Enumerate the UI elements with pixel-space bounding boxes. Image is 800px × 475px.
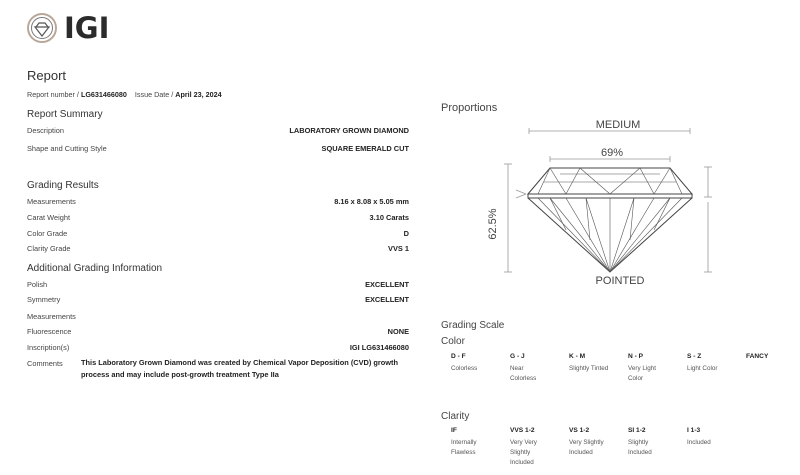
scale-desc: Very Slightly Included (569, 439, 604, 456)
depth-percent: 62.5% (487, 208, 499, 240)
grading-scale-title: Grading Scale (441, 320, 505, 331)
color-scale-item (628, 353, 668, 384)
row-value: EXCELLENT (365, 280, 409, 289)
scale-code: SI 1-2 (628, 427, 646, 434)
color-scale-item (746, 353, 791, 364)
clarity-scale-item (628, 427, 668, 458)
row-label: Inscription(s) (27, 343, 70, 352)
scale-code: G - J (510, 353, 525, 360)
grading-row (27, 244, 409, 256)
scale-code: S - Z (687, 353, 702, 360)
clarity-scale-item (569, 427, 614, 458)
report-meta (27, 90, 222, 99)
color-scale-item (687, 353, 742, 374)
additional-heading: Additional Grading Information (27, 263, 163, 274)
scale-desc: Colorless (451, 365, 478, 372)
comments-text: This Laboratory Grown Diamond was created by Chemical Vapor Deposition (CVD) growth process and may include post-growth treatment Type IIa (81, 358, 399, 379)
comments-label: Comments (27, 359, 63, 368)
row-label: Symmetry (27, 295, 61, 304)
summary-row (27, 126, 409, 138)
grading-row (27, 197, 409, 209)
row-label: Polish (27, 280, 48, 289)
row-value: 3.10 Carats (369, 213, 409, 222)
row-label: Shape and Cutting Style (27, 144, 107, 153)
additional-row (27, 327, 409, 339)
scale-code: FANCY (746, 353, 769, 360)
scale-desc: Internally Flawless (451, 439, 477, 456)
scale-code: IF (451, 427, 457, 434)
report-number-label: Report number / (27, 90, 79, 99)
row-label: Measurements (27, 312, 76, 321)
color-scale-title: Color (441, 336, 465, 347)
row-label: Clarity Grade (27, 244, 71, 253)
grading-heading: Grading Results (27, 180, 99, 191)
additional-row (27, 312, 409, 324)
row-label: Color Grade (27, 229, 68, 238)
culet-label: POINTED (595, 275, 645, 287)
grading-row (27, 229, 409, 241)
clarity-scale-item (451, 427, 496, 458)
scale-desc: Slightly Included (628, 439, 652, 456)
row-label: Description (27, 126, 64, 135)
color-scale-item (569, 353, 624, 374)
color-scale-item (451, 353, 506, 374)
row-value: VVS 1 (388, 244, 409, 253)
igi-logo (27, 12, 109, 44)
row-value: 8.16 x 8.08 x 5.05 mm (334, 197, 409, 206)
additional-row (27, 280, 409, 292)
proportions-diagram (440, 112, 730, 292)
row-value: NONE (387, 327, 409, 336)
table-percent: 69% (600, 147, 624, 159)
issue-date-label: Issue Date / (134, 90, 174, 99)
row-label: Measurements (27, 197, 76, 206)
report-number: LG631466080 (80, 90, 127, 99)
row-value: EXCELLENT (365, 295, 409, 304)
clarity-scale-title: Clarity (441, 411, 470, 422)
girdle-label: MEDIUM (595, 119, 641, 131)
scale-code: N - P (628, 353, 644, 360)
proportions-title: Proportions (441, 102, 498, 114)
additional-row (27, 343, 409, 355)
scale-desc: Very Very Slightly Included (510, 439, 537, 466)
color-scale-item (510, 353, 550, 384)
scale-code: VVS 1-2 (510, 427, 535, 434)
clarity-scale-item (687, 427, 732, 448)
scale-code: K - M (569, 353, 586, 360)
row-value: SQUARE EMERALD CUT (321, 144, 409, 153)
scale-desc: Very Light Color (628, 365, 657, 382)
scale-code: I 1-3 (687, 427, 701, 434)
scale-desc: Near Colorless (510, 365, 537, 382)
row-label: Fluorescence (27, 327, 72, 336)
summary-row (27, 144, 409, 156)
summary-heading: Report Summary (27, 109, 103, 120)
additional-row (27, 295, 409, 307)
row-label: Carat Weight (27, 213, 70, 222)
row-value: IGI LG631466080 (349, 343, 409, 352)
issue-date: April 23, 2024 (175, 90, 222, 99)
scale-code: VS 1-2 (569, 427, 590, 434)
scale-desc: Slightly Tinted (569, 365, 609, 372)
igi-seal-icon (27, 13, 57, 43)
clarity-scale-item (510, 427, 550, 468)
row-value: D (403, 229, 409, 238)
report-title: Report (27, 68, 67, 83)
grading-row (27, 213, 409, 225)
scale-desc: Light Color (687, 365, 718, 372)
logo-text: IGI (64, 11, 110, 45)
row-value: LABORATORY GROWN DIAMOND (289, 126, 409, 135)
scale-desc: Included (687, 439, 711, 446)
scale-code: D - F (451, 353, 466, 360)
